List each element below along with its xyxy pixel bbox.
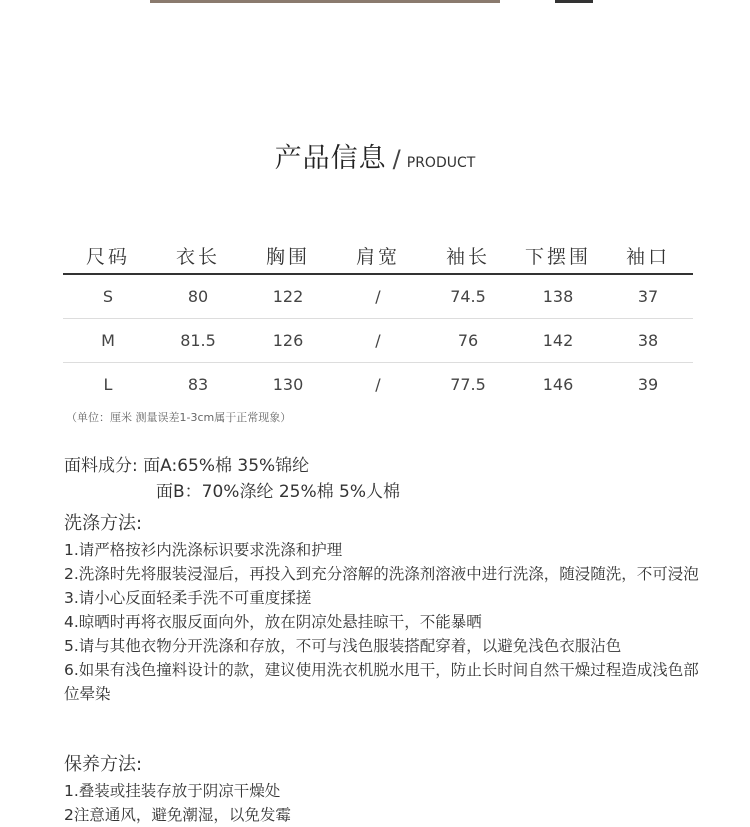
- title-separator: /: [392, 145, 401, 173]
- table-cell: 122: [243, 274, 333, 319]
- washing-section: [64, 512, 704, 706]
- table-cell: S: [63, 274, 153, 319]
- fabric-line-1: 面A:65%棉 35%锦纶: [143, 456, 310, 476]
- size-table: [63, 238, 693, 406]
- table-cell: /: [333, 274, 423, 319]
- care-heading: 保养方法:: [64, 754, 143, 775]
- washing-heading: 洗涤方法:: [64, 513, 143, 534]
- care-item: 2注意通风，避免潮湿，以免发霉: [64, 806, 291, 824]
- table-cell: 80: [153, 274, 243, 319]
- table-row: [63, 363, 693, 407]
- care-item: 1.叠装或挂装存放于阴凉干燥处: [64, 782, 281, 800]
- fabric-label: 面料成分:: [64, 456, 138, 476]
- title-en: PRODUCT: [406, 155, 476, 171]
- table-cell: 81.5: [153, 319, 243, 363]
- column-header: 袖口: [603, 238, 693, 274]
- table-row: [63, 274, 693, 319]
- table-cell: 39: [637, 375, 659, 394]
- table-cell: 142: [513, 319, 603, 363]
- table-cell: 77.5: [450, 375, 486, 394]
- fabric-line-2: 面B：70%涤纶 25%棉 5%人棉: [156, 482, 401, 502]
- section-title: [0, 136, 750, 175]
- table-cell: /: [375, 375, 381, 394]
- column-header: 袖长: [423, 238, 513, 274]
- washing-item: 4.晾晒时再将衣服反面向外，放在阴凉处悬挂晾干，不能暴晒: [64, 613, 482, 631]
- washing-item: 1.请严格按衫内洗涤标识要求洗涤和护理: [64, 541, 343, 559]
- title-cn: 产品信息: [274, 143, 387, 174]
- washing-item: 6.如果有浅色撞料设计的款，建议使用洗衣机脱水甩干，防止长时间自然干燥过程造成浅色部位晕染: [64, 661, 699, 703]
- table-cell: 130: [272, 375, 304, 394]
- washing-item: 5.请与其他衣物分开洗涤和存放，不可与浅色服装搭配穿着，以避免浅色衣服沾色: [64, 637, 622, 655]
- fabric-composition: [64, 453, 400, 505]
- table-cell: 38: [603, 319, 693, 363]
- column-header: 下摆围: [513, 238, 603, 274]
- washing-item: 3.请小心反面轻柔手洗不可重度揉搓: [64, 589, 312, 607]
- column-header: 胸围: [243, 238, 333, 274]
- product-image-edge: [150, 0, 500, 3]
- column-header: 尺码: [63, 238, 153, 274]
- washing-item: 2.洗涤时先将服装浸湿后，再投入到充分溶解的洗涤剂溶液中进行洗涤，随浸随洗，不可浸泡: [64, 565, 699, 583]
- column-header: 衣长: [153, 238, 243, 274]
- product-image-edge-2: [555, 0, 593, 3]
- table-row: [63, 319, 693, 363]
- table-cell: 138: [513, 274, 603, 319]
- table-cell: 74.5: [423, 274, 513, 319]
- table-cell: 146: [542, 375, 574, 394]
- table-cell: M: [63, 319, 153, 363]
- care-section: [64, 753, 291, 827]
- table-cell: /: [333, 319, 423, 363]
- table-cell: L: [103, 375, 113, 394]
- table-cell: 76: [423, 319, 513, 363]
- measurement-note: （单位：厘米 测量误差1-3cm属于正常现象）: [66, 411, 292, 424]
- table-cell: 37: [603, 274, 693, 319]
- column-header: 肩宽: [333, 238, 423, 274]
- table-cell: 126: [243, 319, 333, 363]
- table-cell: 83: [187, 375, 209, 394]
